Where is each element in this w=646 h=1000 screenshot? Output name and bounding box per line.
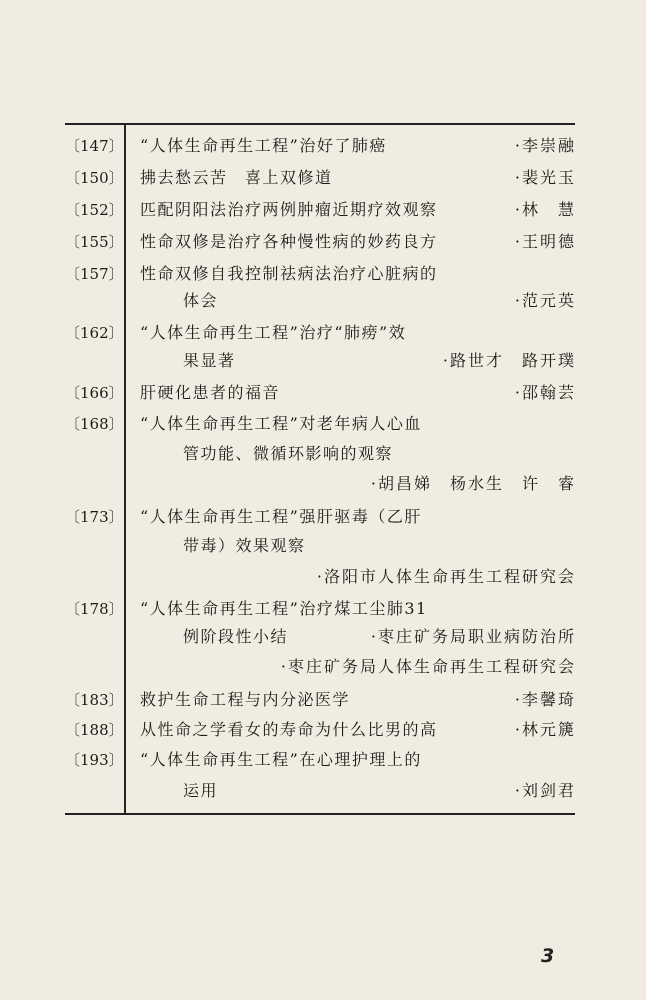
entry-title: “人体生命再生工程”强肝驱毒（乙肝	[140, 507, 422, 526]
page-number: 3	[541, 945, 555, 967]
entry-title-cont: 运用	[183, 781, 219, 800]
entry-title: 从性命之学看女的寿命为什么比男的高	[140, 720, 438, 739]
toc-entry-168-authors	[0, 470, 646, 498]
toc-entry-173-cont	[0, 532, 646, 560]
page-ref: 〔173〕	[65, 508, 124, 526]
toc-entry-188	[0, 716, 646, 744]
entry-title: “人体生命再生工程”治好了肺癌	[140, 136, 387, 155]
entry-author: ·裴光玉	[514, 168, 576, 187]
entry-title-cont: 果显著	[183, 351, 236, 370]
entry-author: ·邵翰芸	[514, 383, 576, 402]
toc-entry-168	[0, 410, 646, 438]
entry-title: 救护生命工程与内分泌医学	[140, 690, 351, 709]
entry-author: ·洛阳市人体生命再生工程研究会	[316, 567, 576, 586]
toc-entry-162-cont	[0, 347, 646, 375]
entry-title-cont: 管功能、微循环影响的观察	[183, 444, 394, 463]
entry-author: ·路世才 路开璞	[442, 351, 576, 370]
entry-title: “人体生命再生工程”对老年病人心血	[140, 414, 422, 433]
page-ref: 〔162〕	[65, 324, 124, 342]
toc-entry-157-cont	[0, 287, 646, 315]
toc-entry-157	[0, 260, 646, 288]
toc-entry-178	[0, 595, 646, 623]
toc-entry-173	[0, 503, 646, 531]
entry-title: 拂去愁云苦 喜上双修道	[140, 168, 333, 187]
page-ref: 〔155〕	[65, 233, 124, 251]
toc-entry-168-cont	[0, 440, 646, 468]
bottom-rule	[65, 813, 575, 815]
page-ref: 〔166〕	[65, 384, 124, 402]
entry-author: ·林 慧	[514, 200, 576, 219]
entry-title: 肝硬化患者的福音	[140, 383, 281, 402]
entry-author: ·胡昌娣 杨水生 许 睿	[370, 474, 576, 493]
toc-entry-155	[0, 228, 646, 256]
entry-title-cont: 带毒）效果观察	[183, 536, 306, 555]
entry-author: ·李崇融	[514, 136, 576, 155]
toc-entry-162	[0, 319, 646, 347]
page-ref: 〔150〕	[65, 169, 124, 187]
entry-title: “人体生命再生工程”治疗“肺痨”效	[140, 323, 407, 342]
toc-entry-166	[0, 379, 646, 407]
toc-entry-152	[0, 196, 646, 224]
entry-title: “人体生命再生工程”治疗煤工尘肺31	[140, 599, 428, 618]
page-ref: 〔152〕	[65, 201, 124, 219]
entry-author: ·枣庄矿务局职业病防治所	[370, 627, 576, 646]
toc-entry-178-cont	[0, 623, 646, 651]
entry-author: ·范元英	[514, 291, 576, 310]
toc-entry-178-author2	[0, 653, 646, 681]
page-ref: 〔193〕	[65, 751, 124, 769]
toc-entry-193	[0, 746, 646, 774]
toc-entry-183	[0, 686, 646, 714]
entry-title: 匹配阴阳法治疗两例肿瘤近期疗效观察	[140, 200, 438, 219]
entry-author-2: ·枣庄矿务局人体生命再生工程研究会	[280, 657, 576, 676]
toc-entry-150	[0, 164, 646, 192]
entry-author: ·王明德	[514, 232, 576, 251]
entry-author: ·刘剑君	[514, 781, 576, 800]
entry-title-cont: 例阶段性小结	[183, 627, 289, 646]
entry-author: ·李馨琦	[514, 690, 576, 709]
top-rule	[65, 123, 575, 125]
page-ref: 〔188〕	[65, 721, 124, 739]
entry-title: 性命双修自我控制祛病法治疗心脏病的	[140, 264, 438, 283]
entry-author: ·林元篪	[514, 720, 576, 739]
page-ref: 〔183〕	[65, 691, 124, 709]
entry-title: “人体生命再生工程”在心理护理上的	[140, 750, 422, 769]
page-ref: 〔178〕	[65, 600, 124, 618]
toc-entry-193-cont	[0, 777, 646, 805]
entry-title: 性命双修是治疗各种慢性病的妙药良方	[140, 232, 438, 251]
entry-title-cont: 体会	[183, 291, 219, 310]
page-ref: 〔147〕	[65, 137, 124, 155]
toc-entry-173-authors	[0, 563, 646, 591]
toc-entry-147	[0, 132, 646, 160]
page-ref: 〔157〕	[65, 265, 124, 283]
page-ref: 〔168〕	[65, 415, 124, 433]
